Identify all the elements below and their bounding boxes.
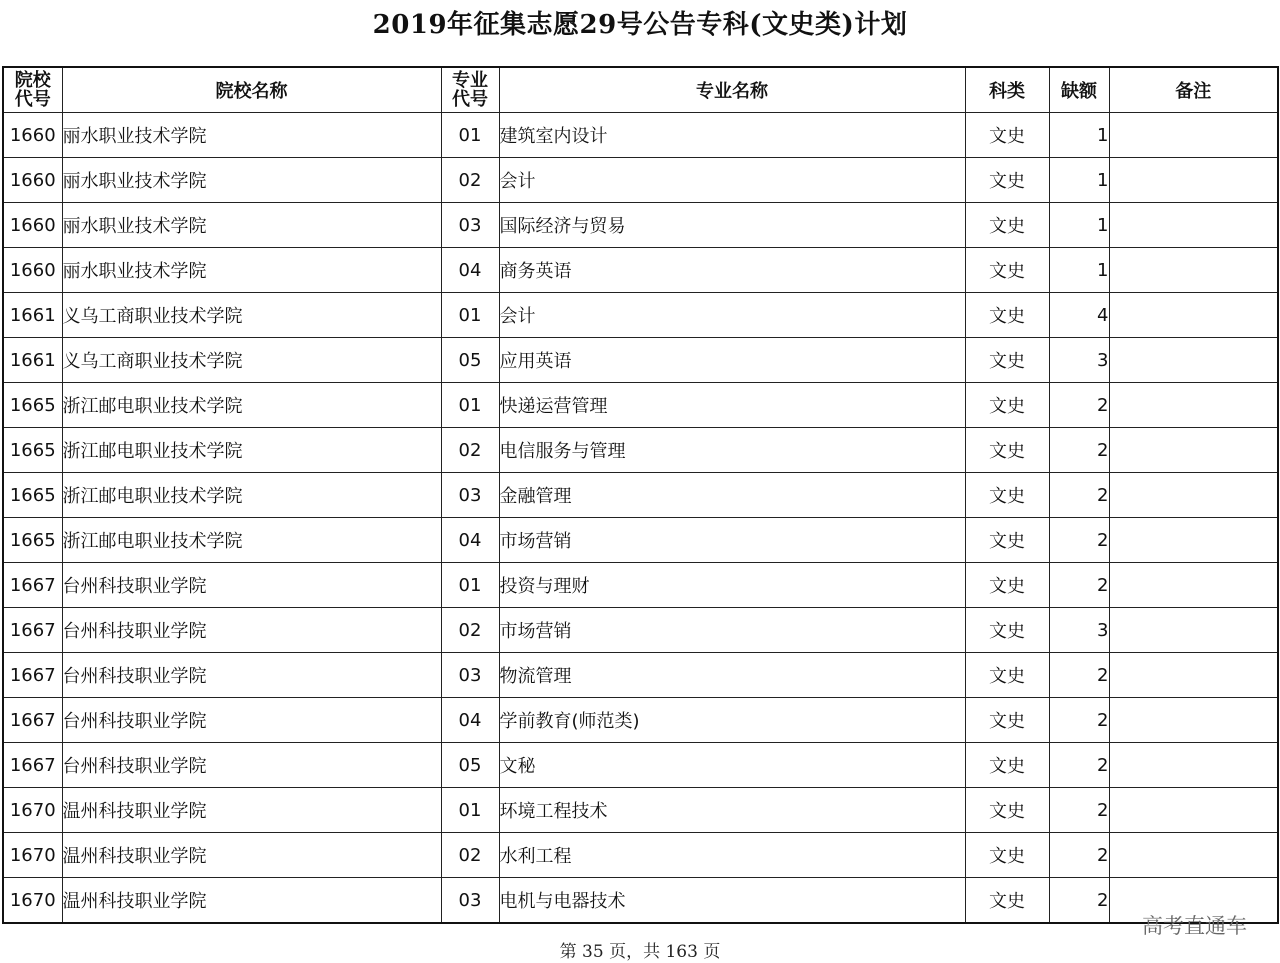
table-header-row [3,67,1278,113]
major-code-cell: 02 [441,158,499,203]
vacancy-cell: 1 [1049,248,1109,293]
remarks-cell [1109,743,1278,788]
vacancy-cell: 2 [1049,518,1109,563]
major-code-cell: 01 [441,788,499,833]
category-cell: 文史 [965,518,1049,563]
vacancy-cell: 2 [1049,878,1109,924]
school-name-cell: 浙江邮电职业技术学院 [62,383,441,428]
table-row [3,383,1278,428]
table-row [3,878,1278,924]
category-cell: 文史 [965,473,1049,518]
remarks-cell [1109,698,1278,743]
major-name-cell: 环境工程技术 [499,788,965,833]
watermark: 高考直通车 [1142,914,1247,938]
major-name-cell: 市场营销 [499,518,965,563]
school-code-cell: 1667 [3,653,62,698]
table-row [3,293,1278,338]
remarks-cell [1109,293,1278,338]
major-name-cell: 电信服务与管理 [499,428,965,473]
vacancy-cell: 2 [1049,383,1109,428]
vacancy-cell: 2 [1049,653,1109,698]
table-row [3,158,1278,203]
major-name-cell: 商务英语 [499,248,965,293]
school-name-cell: 温州科技职业学院 [62,833,441,878]
major-code-cell: 01 [441,293,499,338]
table-row [3,248,1278,293]
major-code-cell: 02 [441,608,499,653]
vacancy-cell: 2 [1049,788,1109,833]
table-row [3,428,1278,473]
remarks-cell [1109,383,1278,428]
table-row [3,473,1278,518]
table-row [3,203,1278,248]
page-footer: 第 35 页，共 163 页 [559,942,721,962]
category-cell: 文史 [965,383,1049,428]
major-code-cell: 05 [441,743,499,788]
major-name-cell: 快递运营管理 [499,383,965,428]
table-row [3,518,1278,563]
school-code-cell: 1665 [3,473,62,518]
vacancy-cell: 3 [1049,338,1109,383]
remarks-cell [1109,338,1278,383]
major-name-cell: 电机与电器技术 [499,878,965,924]
vacancy-cell: 1 [1049,158,1109,203]
major-name-cell: 物流管理 [499,653,965,698]
major-code-cell: 03 [441,473,499,518]
school-name-cell: 义乌工商职业技术学院 [62,293,441,338]
major-name-cell: 水利工程 [499,833,965,878]
major-name-cell: 学前教育(师范类) [499,698,965,743]
vacancy-cell: 2 [1049,473,1109,518]
vacancy-cell: 4 [1049,293,1109,338]
vacancy-cell: 2 [1049,428,1109,473]
remarks-cell [1109,158,1278,203]
category-cell: 文史 [965,113,1049,158]
category-cell: 文史 [965,788,1049,833]
school-code-cell: 1660 [3,158,62,203]
school-code-cell: 1660 [3,113,62,158]
category-cell: 文史 [965,428,1049,473]
school-code-cell: 1660 [3,248,62,293]
school-name-cell: 台州科技职业学院 [62,653,441,698]
header-remarks: 备注 [1109,67,1278,113]
school-name-cell: 台州科技职业学院 [62,698,441,743]
school-code-cell: 1661 [3,293,62,338]
major-code-cell: 03 [441,878,499,924]
school-name-cell: 丽水职业技术学院 [62,248,441,293]
major-code-cell: 01 [441,383,499,428]
school-name-cell: 丽水职业技术学院 [62,158,441,203]
major-code-cell: 04 [441,698,499,743]
remarks-cell [1109,428,1278,473]
school-name-cell: 浙江邮电职业技术学院 [62,428,441,473]
school-code-cell: 1667 [3,698,62,743]
category-cell: 文史 [965,743,1049,788]
remarks-cell [1109,518,1278,563]
vacancy-cell: 2 [1049,743,1109,788]
remarks-cell [1109,248,1278,293]
category-cell: 文史 [965,248,1049,293]
school-name-cell: 台州科技职业学院 [62,743,441,788]
remarks-cell [1109,833,1278,878]
page-title: 2019年征集志愿29号公告专科(文史类)计划 [372,10,908,40]
major-code-cell: 02 [441,833,499,878]
school-name-cell: 浙江邮电职业技术学院 [62,518,441,563]
school-code-cell: 1665 [3,518,62,563]
major-code-cell: 02 [441,428,499,473]
school-code-cell: 1670 [3,878,62,924]
table-body [3,113,1278,924]
category-cell: 文史 [965,158,1049,203]
school-name-cell: 台州科技职业学院 [62,563,441,608]
table-row [3,608,1278,653]
header-major-name: 专业名称 [499,67,965,113]
enrollment-plan-table [2,66,1279,924]
major-name-cell: 文秘 [499,743,965,788]
remarks-cell [1109,788,1278,833]
header-vacancy: 缺额 [1049,67,1109,113]
remarks-cell [1109,563,1278,608]
category-cell: 文史 [965,338,1049,383]
major-name-cell: 金融管理 [499,473,965,518]
vacancy-cell: 2 [1049,698,1109,743]
remarks-cell [1109,203,1278,248]
table-row [3,743,1278,788]
header-school-name: 院校名称 [62,67,441,113]
school-code-cell: 1670 [3,788,62,833]
major-name-cell: 会计 [499,293,965,338]
category-cell: 文史 [965,608,1049,653]
table-row [3,653,1278,698]
table-row [3,788,1278,833]
major-code-cell: 04 [441,518,499,563]
header-category: 科类 [965,67,1049,113]
category-cell: 文史 [965,698,1049,743]
remarks-cell [1109,608,1278,653]
major-name-cell: 会计 [499,158,965,203]
major-code-cell: 05 [441,338,499,383]
category-cell: 文史 [965,293,1049,338]
school-code-cell: 1667 [3,743,62,788]
school-name-cell: 丽水职业技术学院 [62,113,441,158]
school-name-cell: 温州科技职业学院 [62,788,441,833]
school-name-cell: 台州科技职业学院 [62,608,441,653]
major-code-cell: 03 [441,653,499,698]
major-code-cell: 01 [441,113,499,158]
remarks-cell [1109,653,1278,698]
school-code-cell: 1670 [3,833,62,878]
vacancy-cell: 2 [1049,833,1109,878]
vacancy-cell: 1 [1049,203,1109,248]
major-name-cell: 投资与理财 [499,563,965,608]
category-cell: 文史 [965,563,1049,608]
category-cell: 文史 [965,878,1049,924]
vacancy-cell: 2 [1049,563,1109,608]
school-name-cell: 温州科技职业学院 [62,878,441,924]
major-name-cell: 应用英语 [499,338,965,383]
school-code-cell: 1660 [3,203,62,248]
major-name-cell: 市场营销 [499,608,965,653]
vacancy-cell: 1 [1049,113,1109,158]
vacancy-cell: 3 [1049,608,1109,653]
table-row [3,833,1278,878]
table-row [3,698,1278,743]
school-code-cell: 1665 [3,383,62,428]
remarks-cell [1109,113,1278,158]
category-cell: 文史 [965,203,1049,248]
school-name-cell: 丽水职业技术学院 [62,203,441,248]
school-code-cell: 1665 [3,428,62,473]
category-cell: 文史 [965,833,1049,878]
table-row [3,563,1278,608]
table-row [3,113,1278,158]
school-name-cell: 浙江邮电职业技术学院 [62,473,441,518]
header-school-code: 院校 代号 [3,67,62,113]
remarks-cell [1109,473,1278,518]
major-name-cell: 国际经济与贸易 [499,203,965,248]
table-row [3,338,1278,383]
major-code-cell: 01 [441,563,499,608]
school-code-cell: 1667 [3,608,62,653]
school-code-cell: 1667 [3,563,62,608]
major-code-cell: 04 [441,248,499,293]
school-code-cell: 1661 [3,338,62,383]
category-cell: 文史 [965,653,1049,698]
school-name-cell: 义乌工商职业技术学院 [62,338,441,383]
major-code-cell: 03 [441,203,499,248]
header-major-code: 专业 代号 [441,67,499,113]
major-name-cell: 建筑室内设计 [499,113,965,158]
